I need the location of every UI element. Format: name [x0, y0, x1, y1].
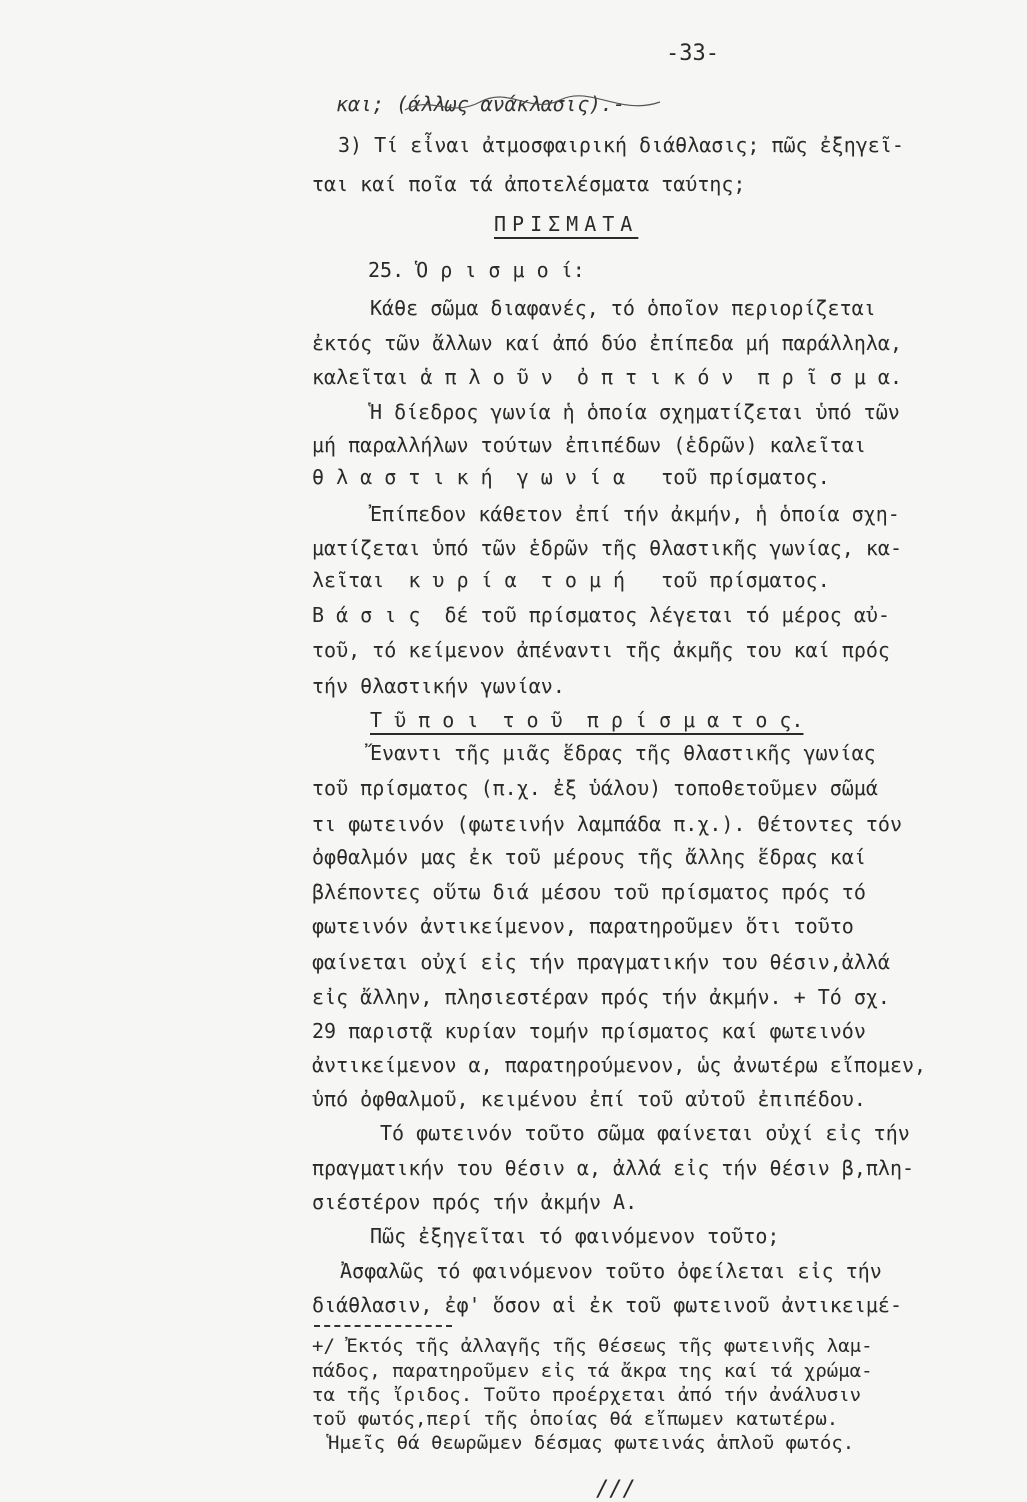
types-line: ὀφθαλμόν μας ἐκ τοῦ μέρους τῆς ἄλλης ἕδρας καί	[312, 845, 866, 869]
footnote-line: +/ Ἐκτός τῆς ἀλλαγῆς τῆς θέσεως τῆς φωτεινῆς λαμ-	[312, 1335, 873, 1357]
definitions-line: Ἐπίπεδον κάθετον ἐπί τήν ἀκμήν, ἡ ὁποία σχη-	[370, 502, 900, 526]
types-line: φαίνεται οὐχί εἰς τήν πραγματικήν του θέσιν,ἀλλά	[312, 950, 890, 974]
footnote-line: πάδος, παρατηροῦμεν εἰς τά ἄκρα της καί τά χρώμα-	[312, 1360, 873, 1382]
definitions-line: μή παραλλήλων τούτων ἐπιπέδων (ἑδρῶν) καλεῖται	[312, 433, 866, 457]
types-line: ἀντικείμενον α, παρατηρούμενον, ὡς ἀνωτέρω εἴπομεν,	[312, 1053, 927, 1077]
types-line: Ἀσφαλῶς τό φαινόμενον τοῦτο ὀφείλεται εἰς τήν	[340, 1259, 882, 1283]
bottom-mark: ///	[596, 1477, 636, 1502]
footnote-line: τοῦ φωτός,περί τῆς ὁποίας θά εἴπωμεν κατωτέρω.	[312, 1408, 839, 1430]
types-line: βλέποντες οὕτω διά μέσου τοῦ πρίσματος πρός τό	[312, 880, 866, 904]
definitions-line: ἐκτός τῶν ἄλλων καί ἀπό δύο ἐπίπεδα μή παράλληλα,	[312, 331, 903, 355]
types-line: πραγματικήν του θέσιν α, ἀλλά εἰς τήν θέσιν β,πλη-	[312, 1156, 915, 1180]
types-line: σιέστέρον πρός τήν ἀκμήν Α.	[312, 1190, 638, 1214]
definitions-line: τήν θλαστικήν γωνίαν.	[312, 674, 565, 698]
types-line: φωτεινόν ἀντικείμενον, παρατηροῦμεν ὅτι τοῦτο	[312, 914, 854, 938]
page-number: -33-	[666, 41, 719, 66]
types-line: τι φωτεινόν (φωτεινήν λαμπάδα π.χ.). Θέτοντες τόν	[312, 812, 903, 836]
types-line: τοῦ πρίσματος (π.χ. ἐξ ὑάλου) τοποθετοῦμεν σῶμά	[312, 776, 878, 800]
definitions-line: Β ά σ ι ς δέ τοῦ πρίσματος λέγεται τό μέρος αὐ-	[312, 603, 890, 627]
definitions-line: καλεῖται ἁ π λ ο ῦ ν ὀ π τ ι κ ό ν π ρ ῖ σ μ α.	[312, 365, 903, 389]
definitions-line: Ἡ δίεδρος γωνία ἡ ὁποία σχηματίζεται ὑπό τῶν	[370, 400, 900, 424]
types-line: Τό φωτεινόν τοῦτο σῶμα φαίνεται οὐχί εἰς τήν	[380, 1121, 910, 1145]
handwritten-note: και; (άλλως ανάκλασις).-	[336, 92, 625, 116]
footnote-separator	[314, 1325, 452, 1327]
footnote-line: τα τῆς ἴριδος. Τοῦτο προέρχεται ἀπό τήν ἀνάλυσιν	[312, 1384, 862, 1406]
definitions-line: λεῖται κ υ ρ ί α τ ο μ ή τοῦ πρίσματος.	[312, 568, 830, 592]
types-line: ὑπό ὀφθαλμοῦ, κειμένου ἐπί τοῦ αὐτοῦ ἐπιπέδου.	[312, 1087, 866, 1111]
handwritten-scribble	[400, 90, 700, 120]
types-line: Πῶς ἐξηγεῖται τό φαινόμενον τοῦτο;	[370, 1224, 780, 1248]
definitions-heading: 25. Ὁ ρ ι σ μ ο ί:	[368, 258, 585, 282]
footnote-line: Ἡμεῖς θά θεωρῶμεν δέσμας φωτεινάς ἁπλοῦ φωτός.	[328, 1432, 855, 1454]
types-line: Ἔναντι τῆς μιᾶς ἕδρας τῆς θλαστικῆς γωνίας	[370, 741, 876, 765]
question-line-2: ται καί ποῖα τά ἀποτελέσματα ταύτης;	[312, 172, 746, 196]
types-line: εἰς ἄλλην, πλησιεστέραν πρός τήν ἀκμήν. + Τό σχ.	[312, 985, 890, 1009]
types-line: διάθλασιν, ἐφ' ὅσον αἱ ἐκ τοῦ φωτεινοῦ ἀντικειμέ-	[312, 1293, 903, 1317]
types-line: 29 παριστᾷ κυρίαν τομήν πρίσματος καί φωτεινόν	[312, 1019, 866, 1043]
definitions-line: θ λ α σ τ ι κ ή γ ω ν ί α τοῦ πρίσματος.	[312, 465, 830, 489]
question-line-1: 3) Τί εἶναι ἀτμοσφαιρική διάθλασις; πῶς ἐξηγεῖ-	[338, 133, 904, 157]
types-heading: Τ ῦ π ο ι τ ο ῦ π ρ ί σ μ α τ ο ς.	[370, 708, 804, 732]
definitions-line: τοῦ, τό κείμενον ἀπέναντι τῆς ἀκμῆς του καί πρός	[312, 638, 890, 662]
definitions-line: ματίζεται ὑπό τῶν ἑδρῶν τῆς θλαστικῆς γωνίας, κα-	[312, 536, 903, 560]
section-title: ΠΡΙΣΜΑΤΑ	[494, 212, 639, 236]
definitions-line: Κάθε σῶμα διαφανές, τό ὁποῖον περιορίζεται	[370, 296, 876, 320]
